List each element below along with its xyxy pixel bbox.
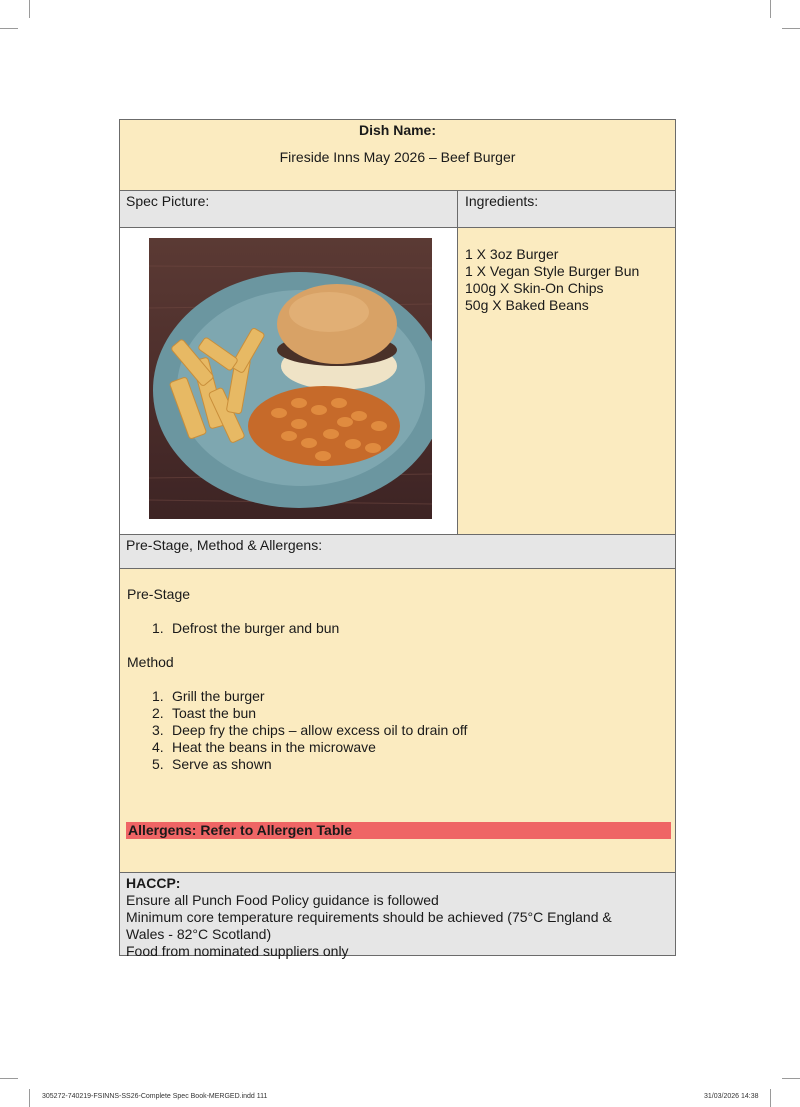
step-number: 1.	[152, 688, 164, 704]
crop-mark	[29, 0, 30, 18]
step-number: 3.	[152, 722, 164, 738]
method-row	[120, 568, 675, 872]
method-step	[152, 756, 467, 773]
method-step	[152, 705, 467, 722]
step-number: 2.	[152, 705, 164, 721]
step-text: Serve as shown	[172, 756, 272, 772]
haccp-line: Ensure all Punch Food Policy guidance is followed	[126, 892, 439, 908]
haccp-line: Food from nominated suppliers only	[126, 943, 349, 959]
footer-timestamp: 31/03/2026 14:38	[704, 1093, 759, 1100]
method-section-label: Pre-Stage, Method & Allergens:	[126, 537, 323, 553]
ingredient-item: 100g X Skin-On Chips	[465, 280, 604, 296]
method-step	[152, 722, 467, 739]
method-heading: Method	[127, 654, 174, 670]
ingredient-item: 50g X Baked Beans	[465, 297, 589, 313]
step-text: Grill the burger	[172, 688, 265, 704]
picture-ingredients-header-row	[120, 190, 675, 227]
step-text: Defrost the burger and bun	[172, 620, 340, 636]
step-text: Deep fry the chips – allow excess oil to drain off	[172, 722, 468, 738]
haccp-line: Minimum core temperature requirements should be achieved (75°C England &	[126, 909, 612, 925]
prestage-steps	[152, 620, 339, 637]
haccp-line: Wales - 82°C Scotland)	[126, 926, 272, 942]
crop-mark	[0, 28, 18, 29]
prestage-heading: Pre-Stage	[127, 586, 191, 602]
column-divider	[457, 228, 458, 534]
crop-mark	[770, 1089, 771, 1107]
method-steps	[152, 688, 467, 773]
crop-mark	[782, 1078, 800, 1079]
crop-mark	[782, 28, 800, 29]
crop-mark	[29, 1089, 30, 1107]
method-header-row	[120, 534, 675, 568]
ingredient-item: 1 X Vegan Style Burger Bun	[465, 263, 640, 279]
crop-mark	[770, 0, 771, 18]
ingredient-item: 1 X 3oz Burger	[465, 246, 559, 262]
burger-plate-illustration	[149, 238, 432, 519]
ingredients-label: Ingredients:	[465, 193, 539, 209]
dish-photo	[149, 238, 432, 519]
step-text: Toast the bun	[172, 705, 257, 721]
step-number: 4.	[152, 739, 164, 755]
picture-ingredients-row	[120, 227, 675, 534]
footer-file-info: 305272-740219-FSINNS-SS26-Complete Spec Book-MERGED.indd 111	[42, 1093, 268, 1100]
method-step	[152, 739, 467, 756]
spec-sheet	[119, 119, 676, 959]
column-divider	[457, 191, 458, 227]
method-step	[152, 688, 467, 705]
dish-name-label: Dish Name:	[358, 122, 437, 138]
crop-mark	[0, 1078, 18, 1079]
prestage-step	[152, 620, 339, 637]
haccp-title: HACCP:	[126, 875, 181, 891]
step-number: 5.	[152, 756, 164, 772]
allergens-banner: Allergens: Refer to Allergen Table	[126, 822, 671, 839]
dish-name-row	[120, 120, 675, 190]
spec-picture-label: Spec Picture:	[126, 193, 210, 209]
step-number: 1.	[152, 620, 164, 636]
ingredients-list	[465, 246, 639, 314]
dish-name: Fireside Inns May 2026 – Beef Burger	[279, 149, 516, 165]
step-text: Heat the beans in the microwave	[172, 739, 376, 755]
haccp-row	[120, 872, 675, 959]
